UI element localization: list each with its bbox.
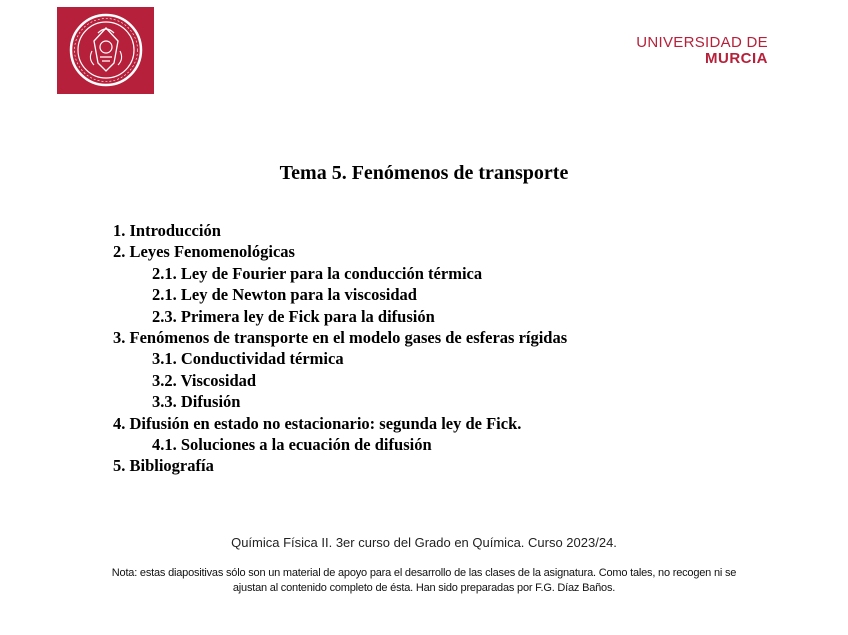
university-name-line1: UNIVERSIDAD DE <box>636 34 768 51</box>
university-name-line2: MURCIA <box>705 50 768 67</box>
course-footer: Química Física II. 3er curso del Grado en Química. Curso 2023/24. <box>231 535 617 550</box>
toc-subitem: 4.1. Soluciones a la ecuación de difusión <box>152 435 432 455</box>
toc-subitem: 2.1. Ley de Fourier para la conducción térmica <box>152 263 483 283</box>
table-of-contents <box>113 220 567 477</box>
toc-item: 4. Difusión en estado no estacionario: segunda ley de Fick. <box>113 413 522 433</box>
toc-item: 1. Introducción <box>113 221 221 240</box>
toc-subitem: 2.3. Primera ley de Fick para la difusión <box>152 306 435 326</box>
toc-item: 3. Fenómenos de transporte en el modelo gases de esferas rígidas <box>113 328 568 348</box>
toc-item: 5. Bibliografía <box>113 456 214 476</box>
slide-title: Tema 5. Fenómenos de transporte <box>279 162 569 184</box>
toc-subitem: 3.3. Difusión <box>152 392 241 412</box>
university-seal-icon <box>68 11 144 89</box>
toc-subitem: 3.2. Viscosidad <box>152 370 257 390</box>
toc-subitem: 3.1. Conductividad térmica <box>152 349 344 369</box>
toc-item: 2. Leyes Fenomenológicas <box>113 242 295 262</box>
disclaimer-note: Nota: estas diapositivas sólo son un material de apoyo para el desarrollo de las clases de la asignatura. Como tales, no recogen ni se ajustan al contenido completo de ésta. Han sido preparadas por F.G. Díaz Baños. <box>111 567 737 594</box>
university-logo <box>57 7 154 94</box>
university-name <box>636 35 768 67</box>
toc-subitem: 2.1. Ley de Newton para la viscosidad <box>152 285 417 305</box>
